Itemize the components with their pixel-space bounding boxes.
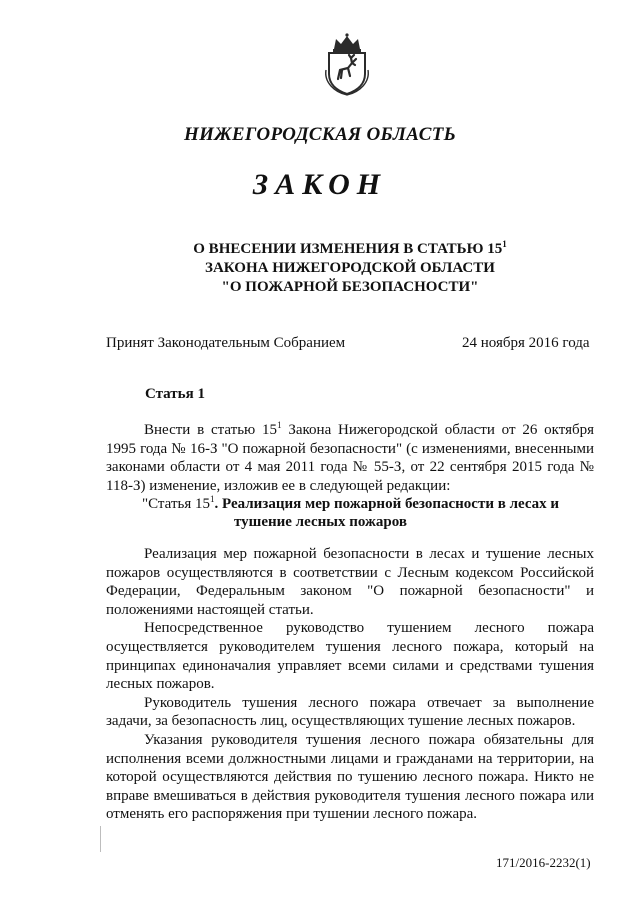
paragraph: Указания руководителя тушения лесного пожара обязательны для исполнения всеми должностными лицами и гражданами на территории, на которой осуществляются действия по тушению лесного пожара. Никто не вправе вмешиваться в действия руководителя тушения лесного пожара или отменять его распоряжения при тушении лесного пожара. (106, 731, 594, 823)
region-heading: НИЖЕГОРОДСКАЯ ОБЛАСТЬ (184, 124, 456, 145)
intro-paragraph: Внести в статью $15^1$ Закона Нижегородской области от 26 октября 1995 года № 16-З "О пожарной безопасности" (с изменениями, внесенными законами области от 4 мая 2011 года № 55-З, от 22 сентября 2015 года № 118-З) изменение, изложив ее в следующей редакции: (106, 420, 594, 494)
scan-margin-line (100, 826, 101, 852)
adoption-date: 24 ноября 2016 года (462, 335, 590, 351)
article-body (106, 545, 594, 824)
paragraph: Непосредственное руководство тушением лесного пожара осуществляется руководителем тушения лесного пожара, который на принципах единоначалия управляет всеми силами и средствами тушения лесных пожаров. (106, 620, 594, 693)
paragraph: Реализация мер пожарной безопасности в лесах и тушение лесных пожаров осуществляются в соответствии с Лесным кодексом Российской Федерации, Федеральным законом "О пожарной безопасности" и положениями настоящей статьи. (106, 546, 594, 618)
law-title-line-3: "О ПОЖАРНОЙ БЕЗОПАСНОСТИ" (221, 279, 479, 295)
article-heading: Статья 1 (145, 386, 205, 402)
coat-of-arms-icon (322, 32, 372, 96)
law-title (0, 240, 640, 297)
document-type: ЗАКОН (252, 168, 388, 201)
law-title-line-1: О ВНЕСЕНИИ ИЗМЕНЕНИЯ В СТАТЬЮ $15^1$ (193, 239, 507, 257)
amended-article-title: "Статья $15^1$. Реализация мер пожарной безопасности в лесах и тушение лесных пожаров (142, 494, 560, 530)
article-intro (106, 421, 594, 495)
paragraph: Руководитель тушения лесного пожара отвечает за выполнение задачи, за безопасность лиц, осуществляющих тушение лесных пожаров. (106, 694, 594, 730)
superscript: 1 (502, 239, 507, 249)
document-number: 171/2016-2232(1) (496, 855, 591, 870)
adoption-label: Принят Законодательным Собранием (106, 335, 346, 351)
law-title-line-2: ЗАКОНА НИЖЕГОРОДСКОЙ ОБЛАСТИ (205, 260, 495, 276)
